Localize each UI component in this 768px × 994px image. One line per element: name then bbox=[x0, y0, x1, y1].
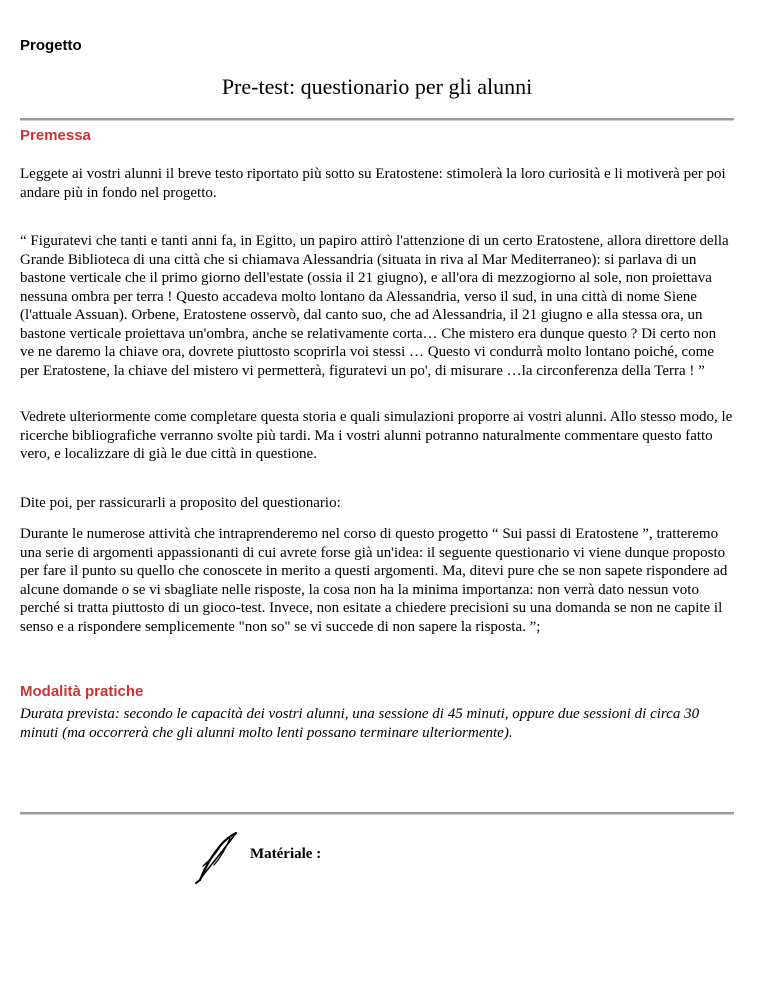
materiale-block bbox=[190, 830, 450, 890]
paragraph-story: “ Figuratevi che tanti e tanti anni fa, in Egitto, un papiro attirò l'attenzione di un certo Eratostene, allora direttore della Grande Biblioteca di una città che si chiamava Alessandria (situata in riva al Mar Mediterraneo): si parlava di un bastone verticale che il primo giorno dell'estate (ossia il 21 giugno), e all'ora di mezzogiorno al sole, non proiettava nessuna ombra per terra ! Questo accadeva molto lontano da Alessandria, verso il sud, in una città di nome Siene (l'attuale Assuan). Orbene, Eratostene osservò, dal canto suo, che ad Alessandria, il 21 giugno e alla stessa ora, un bastone verticale proiettava un'ombra, anche se relativamente corta… Che mistero era dunque questo ? Di certo non ve ne daremo la chiave ora, dovrete piuttosto scoprirla voi stessi … Questo vi condurrà molto lontano poiché, come per Eratostene, la chiave del mistero vi permetterà, figuratevi un po', di misurare …la circonferenza della Terra ! ” bbox=[20, 233, 729, 379]
project-label: Progetto bbox=[20, 37, 82, 54]
paragraph-intro: Leggete ai vostri alunni il breve testo riportato più sotto su Eratostene: stimolerà la loro curiosità e li motiverà per poi andare più in fondo nel progetto. bbox=[20, 166, 726, 201]
quill-pen-icon bbox=[190, 830, 242, 884]
page-title: Pre-test: questionario per gli alunni bbox=[221, 74, 533, 99]
materiale-label: Matériale : bbox=[250, 846, 322, 862]
section-heading-premessa: Premessa bbox=[20, 127, 91, 144]
divider-top bbox=[20, 118, 734, 121]
section-heading-modalita: Modalità pratiche bbox=[20, 683, 144, 700]
paragraph-reassure-intro: Dite poi, per rassicurarli a proposito del questionario: bbox=[20, 495, 341, 511]
paragraph-reassure-text: Durante le numerose attività che intraprenderemo nel corso di questo progetto “ Sui passi di Eratostene ”, tratteremo una serie di argomenti appassionanti di cui avrete forse già un'idea: il seguente questionario vi viene dunque proposto per fare il punto su quello che conoscete in merito a questi argomenti. Ma, ditevi pure che se non sapete rispondere ad alcune domande o se vi sbagliate nelle risposte, la cosa non ha la minima importanza: non verrà dato nessun voto perché si tratta piuttosto di un gioco-test. Invece, non esitate a chiedere precisioni su una domanda se non ne capite il senso e a rispondere semplicemente "non so" se vi succede di non sapere la risposta. ”; bbox=[20, 526, 728, 635]
paragraph-modalita: Durata prevista: secondo le capacità dei vostri alunni, una sessione di 45 minuti, oppure due sessioni di circa 30 minuti (ma occorrerà che gli alunni molto lenti possano terminare ulteriormente). bbox=[20, 706, 700, 741]
divider-bottom bbox=[20, 812, 734, 815]
paragraph-follow-up: Vedrete ulteriormente come completare questa storia e quali simulazioni proporre ai vostri alunni. Allo stesso modo, le ricerche bibliografiche verranno svolte più tardi. Ma i vostri alunni potranno naturalmente commentare questo fatto vero, e localizzare di già le due città in questione. bbox=[20, 409, 733, 462]
